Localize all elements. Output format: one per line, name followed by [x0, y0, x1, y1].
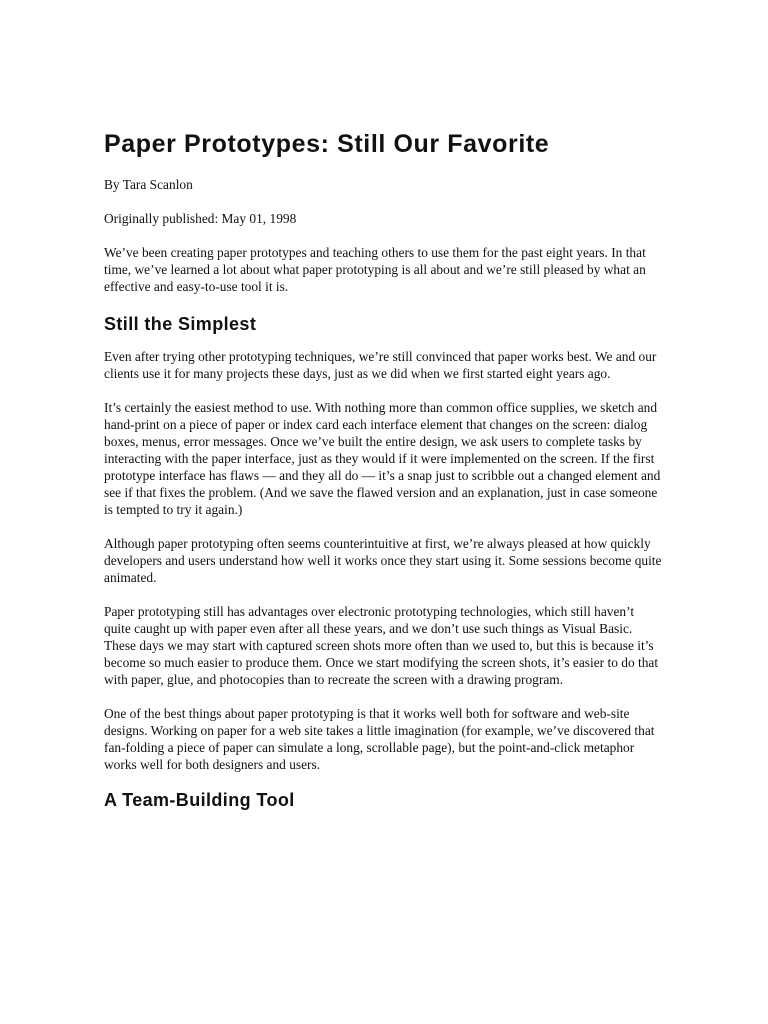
paragraph: Although paper prototyping often seems counterintuitive at first, we’re always pleased at how quickly developers and users understand how well it works once they start using it. Some sessions become quite animated. — [104, 536, 662, 585]
byline: By Tara Scanlon — [104, 177, 193, 192]
document-page — [104, 126, 664, 824]
paragraph: Even after trying other prototyping techniques, we’re still convinced that paper works best. We and our clients use it for many projects these days, just as we did when we first started eight years ago. — [104, 349, 657, 381]
paragraph: One of the best things about paper prototyping is that it works well both for software and web-site designs. Working on paper for a web site takes a little imagination (for example, we’ve discovered that fan-folding a piece of paper can simulate a long, scrollable page), but the point-and-click metaphor works well for both designers and users. — [104, 706, 655, 772]
paragraph: It’s certainly the easiest method to use. With nothing more than common office supplies, we sketch and hand-print on a piece of paper or index card each interface element that changes on the screen: dialog boxes, menus, error messages. Once we’ve built the entire design, we ask users to complete tasks by interacting with the paper interface, just as they would if it were implemented on the screen. If the first prototype interface has flaws — and they all do — it’s a snap just to scribble out a changed element and see if that fixes the problem. (And we save the flawed version and an explanation, just in case someone is tempted to try it again.) — [104, 400, 661, 517]
intro-paragraph: We’ve been creating paper prototypes and teaching others to use them for the past eight years. In that time, we’ve learned a lot about what paper prototyping is all about and we’re still pleased by what an effective and easy-to-use tool it is. — [104, 245, 646, 294]
paragraph: Paper prototyping still has advantages over electronic prototyping technologies, which still haven’t quite caught up with paper even after all these years, and we don’t use such things as Visual Basic. These days we may start with captured screen shots more often than we used to, but this is because it’s become so much easier to produce them. Once we start modifying the screen shots, it’s easier to do that with paper, glue, and photocopies than to recreate the screen with a drawing program. — [104, 604, 659, 687]
published-date: Originally published: May 01, 1998 — [104, 211, 297, 226]
section-heading-a-team-building-tool: A Team-Building Tool — [104, 790, 295, 810]
article-title: Paper Prototypes: Still Our Favorite — [104, 130, 550, 158]
section-heading-still-the-simplest: Still the Simplest — [104, 314, 257, 334]
